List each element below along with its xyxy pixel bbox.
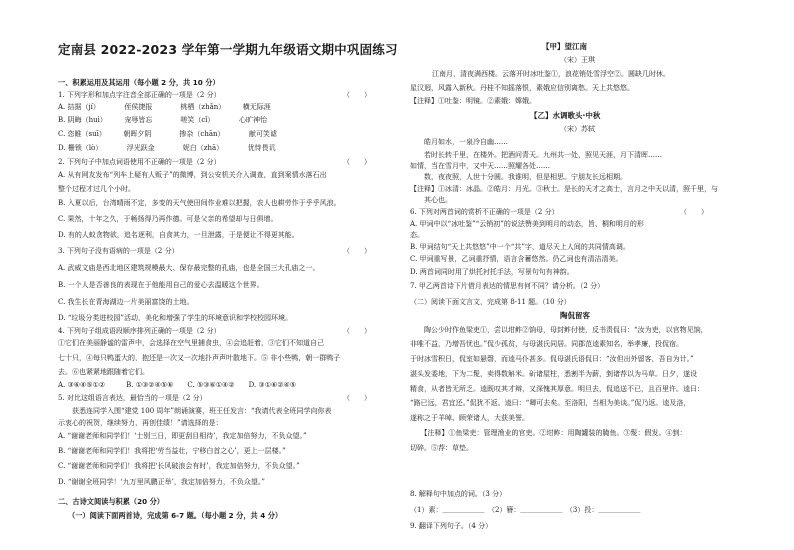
q5-context-line2: 示衷心的祝贺，继续努力，再创佳绩！”请选择的是： (58, 419, 223, 427)
q9-stem: 9. 翻译下列句子。（4 分） (410, 522, 493, 530)
poem2-title: 【乙】水调歌头·中秋 (530, 111, 601, 120)
q4-sentences-line1: ①它们在美丽静谧的雷声中，会选择在空气里捕食虫，④会追赶着，③它们不知道自己 (58, 339, 324, 347)
passage-line5: 精食，从者皆无所乏。逵既叹其才辩，又深愧其厚意。明旦去，侃追送不已，且百里许。逵曰： (410, 385, 704, 393)
q3-option-b: B. 一个人是否善良的表现在于他能用自己的爱心去温暖这个世界。 (58, 281, 264, 289)
poem1-author: （宋）王琪 (560, 56, 595, 64)
q4-answer-bracket: （ ） (343, 327, 371, 335)
q6-stem: 6. 下列对两首词的赏析不正确的一项是（2 分） (410, 208, 559, 216)
q3-option-d: D. “垃圾分类进校园”活动，美化和增强了学生的环境意识和学校校园环境。 (58, 314, 292, 322)
passage-line2: 非唯不益，乃增吾忧也。”侃少孤贫，与母湛氏同居。同郡范逵素知名，举孝廉，投侃宿。 (410, 340, 684, 348)
poem2-line1: 皓月如水，一泉冷自幽…… (410, 138, 508, 146)
q2-stem: 2. 下列句子中加点词语使用不正确的一项是（2 分） (58, 158, 221, 166)
passage-notes-line2: 切碎。⑤荐：草垫。 (410, 444, 473, 452)
q3-answer-bracket: （ ） (343, 247, 371, 255)
poem1-note: 【注释】①吐鉴：明镜。②素娥：嫦娥。 (410, 97, 536, 105)
q8-blanks: （1）素：＿＿＿＿＿＿ （2）簪：＿＿＿＿＿＿ （3）投：＿＿＿＿＿＿ (410, 506, 641, 514)
poem2-line4: 数，夜夜照，人世十分圆。我谁明，但是相思。宁朋友长远相期。 (410, 173, 627, 181)
q5-answer-bracket: （ ） (343, 394, 371, 402)
passage-title: 陶侃留客 (560, 311, 590, 320)
q2-answer-bracket: （ ） (343, 158, 371, 166)
q5-context-line1: 获悉连同学入围“建党 100 周年”朗诵演赛，班王任发言：“我请代表全班同学向你表 (58, 407, 332, 415)
q3-stem: 3. 下列句子没有语病的一项是（2 分） (58, 247, 179, 255)
poem2-line2: 若时长转千里，在楼外。把酒问青天。九州共一处，照见天涯，月下清晖…… (410, 151, 662, 159)
q1-option-a: A. 拮据（jí） 侄侯捷报 桃栖（zhǎn） 横无际涯 (58, 103, 271, 111)
q4-options: A. ③⑥④⑤①② B. ①③②④⑤⑥ C. ⑤③⑥①④② D. ③①⑥②④⑤ (58, 381, 297, 389)
q1-option-d: D. 栅锁（lò） 浮光跃金 妮白（zhā） 优恃畏讥 (58, 144, 276, 152)
passage-notes-line1: 【注释】①鱼梁吏：管理渔业的官吏。②坩鲊：用陶罐装的腌鱼。③髲：假发。④剉： (410, 429, 687, 437)
q6-option-b: B. 甲词结句“天上共悠悠”中一个“共”字，道尽天上人间的共同情高调。 (410, 243, 630, 251)
poem2-note-line2: 其心也。 (410, 196, 452, 204)
passage-line7: 遂称之于羊晫、顾荣诸人，大获美誉。 (410, 414, 529, 422)
section2b-header: （二）阅读下面文言文，完成第 8-11 题。（10 分） (410, 298, 571, 306)
poem1-line2: 星汉迥，风露入新秋。丹桂不知摇落恨，素娥应信别离愁。天上共悠悠。 (410, 84, 634, 92)
q6-option-a-line2: 态。 (410, 231, 424, 239)
q2-option-b: B. 入夏以后，台湾晴雨不定，多变的天气使田间作业难以把握，农人也耕劳作于乎乎风浪。 (58, 199, 341, 207)
passage-line4: 湛头发委地，下为二髲，卖得数斛米。斫诸屋柱，悉割半为薪，剉诸荐以为马草。日夕，遂设 (410, 370, 697, 378)
q1-option-b: B. 阴晦（huì） 宠辱皆忘 嗟笑（cǐ） 心旷神怡 (58, 116, 268, 124)
poem2-note-line1: 【注释】①冰清：冰晶。②皓月：月光。③秋士。是长的天才之高士，言月之中天以清，照千里，与 (410, 185, 718, 193)
q4-sentences-line2: 七十只，④每只鸭蛋大的，抱还是一次又一次地扑声声叶散地下。⑤ 非小些鸭，朝一群鸭子 (58, 354, 341, 362)
passage-line1: 陶公少时作鱼梁吏①，尝以坩鲊②饷母，母封鲊付使，反书责侃曰：“汝为吏，以官物见饷， (410, 326, 708, 334)
poem1-line1: 江南月，清夜满西楼。云落开时冰吐鉴①，浪花销处雪浮空②。圆缺几时休。 (432, 70, 670, 78)
q5-stem: 5. 对比这组语言表达，最恰当的一项是（2 分） (58, 394, 207, 402)
q3-option-a: A. 武威文庙是西北地区建筑规模最大、保存最完整的孔庙，也是全国三大孔庙之一。 (58, 264, 320, 272)
page-title: 定南县 2022-2023 学年第一学期九年级语文期中巩固练习 (58, 42, 398, 57)
q3-option-c: C. 我生长在青海湖边一片美丽富饶的土地。 (58, 298, 194, 306)
q5-option-c: C. “谢谢老师和同学们！我将把‘长风破浪会有时’，我定加倍努力，不负众望。” (58, 462, 300, 470)
q4-stem: 4. 下列句子组成语段顺序排列正确的一项是（2 分） (58, 327, 221, 335)
q6-answer-bracket: （ ） (680, 208, 708, 216)
q1-stem: 1. 下列字形和加点字注音全部正确的一项是（2 分） (58, 91, 221, 99)
q4-sentences-line3: 去。⑥也紧紧地跟随着它们。 (58, 368, 149, 376)
section1-header: 一、积累运用及其运用（每小题 2 分，共 10 分） (58, 78, 220, 87)
q8-stem: 8. 解释句中加点的词。（3 分） (410, 490, 507, 498)
q2-option-a-line2: 整个过程才过几个小时。 (58, 185, 135, 193)
poem2-line3: 如情，当在雪月中，又中天……照耀各处…… (410, 162, 550, 170)
q1-answer-bracket: （ ） (343, 91, 371, 99)
q7-stem: 7. 甲乙两首诗下片借月表达的情思有何不同？请分析。（2 分） (410, 282, 605, 290)
q1-option-c: C. 恣睢（suī） 朝晖夕阴 掺杂（chān） 献可笑谑 (58, 130, 278, 138)
q2-option-a-line1: A. 从有网友发布“列车上疑有人贩子”的微博，到公安机关介入调查，直到案情水落石出 (58, 171, 327, 179)
q6-option-c: C. 甲词重写景，乙词重抒情，语言含蓄悠然。仍乙词也有清洁清美。 (410, 255, 623, 263)
q2-option-c: C. 果然，十年之久，于畅扬得乃再作德。可是父亲的希望却与日俱增。 (58, 215, 278, 223)
section2-subheader: （一）阅读下面两首诗，完成第 6-7 题。（每小题 2 分，共 4 分） (68, 511, 283, 520)
q5-option-d: D. “谢谢全班同学！‘九万里风鹏正举’，我定加倍努力，不负众望。” (58, 478, 265, 486)
passage-line3: 于时冰雪积日，侃室如悬磬，而逵马仆甚多。侃母湛氏语侃曰：“汝但出外留客，吾自为计。” (410, 355, 694, 363)
poem1-title: 【甲】望江南 (542, 42, 587, 51)
poem2-author: （宋）苏轼 (560, 125, 595, 133)
q2-option-d: D. 有的人蚁贪物欲，追名逐利，自食其力，一旦泄露，于是便让不得更其能。 (58, 231, 299, 239)
q5-option-a: A. “谢谢老师和同学们！‘士别三日，即更刮目相待’，我定加倍努力，不负众望。” (58, 432, 307, 440)
q5-option-b: B. “谢谢老师和同学们！我将把‘劳当益壮，宁移白首之心’，更上一层楼。” (58, 447, 286, 455)
passage-line6: “路已远，君宜还。”侃犹不返。逵曰：“卿可去矣。至洛阳，当相为美谈。”侃乃返。逵及洛， (410, 399, 691, 407)
section2-header: 二、古诗文阅读与积累（20 分） (58, 497, 164, 506)
q6-option-d: D. 两首词同时用了烘托衬托手法，写景句句有神韵。 (410, 268, 574, 276)
q6-option-a-line1: A. 甲词中以“冰吐鉴”“云销初”的说法赞美到明月的动态，旨、桐和明月的形 (410, 220, 644, 228)
